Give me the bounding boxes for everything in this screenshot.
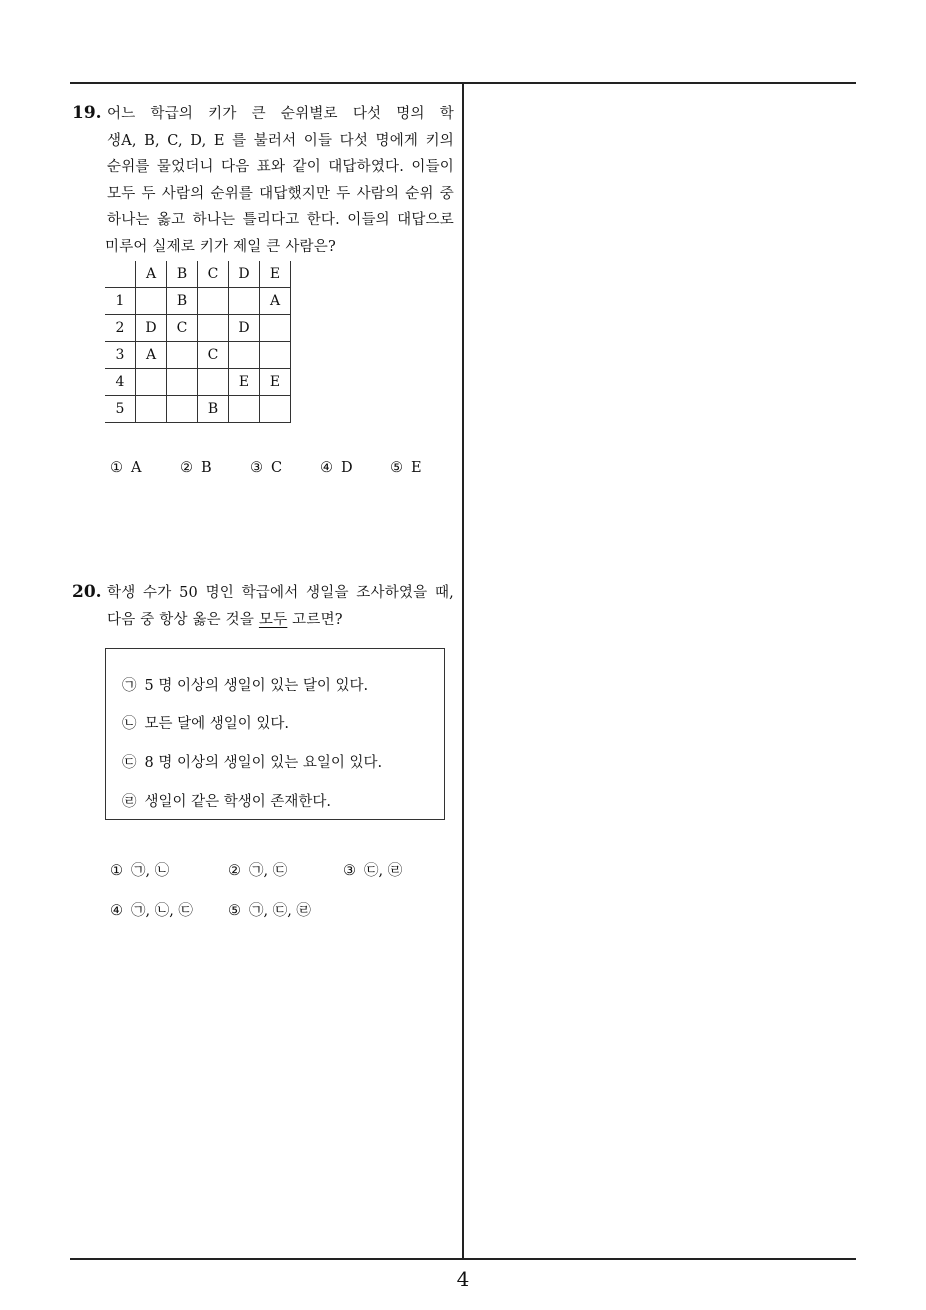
table-row xyxy=(105,288,291,315)
question-20-text xyxy=(107,580,454,633)
table-cell: C xyxy=(198,342,229,369)
question-20-line2-post: 고르면? xyxy=(287,611,343,628)
table-cell: C xyxy=(167,315,198,342)
choice-marker: ② xyxy=(228,863,241,879)
statement-marker: ㉡ xyxy=(122,716,137,732)
table-row xyxy=(105,315,291,342)
column-divider xyxy=(462,82,464,1260)
table-cell xyxy=(229,288,260,315)
choice-label: D xyxy=(341,460,353,476)
question-19-choices xyxy=(110,460,460,476)
choice-marker: ③ xyxy=(250,460,263,476)
table-cell: 5 xyxy=(105,396,136,423)
question-19-line: 생A, B, C, D, E 를 불러서 이들 다섯 명에게 키의 xyxy=(107,132,454,149)
question-19-line: 하나는 옳고 하나는 틀리다고 한다. 이들의 대답으로 xyxy=(107,212,454,228)
table-cell xyxy=(136,369,167,396)
question-19-text xyxy=(107,101,454,260)
choice-label: ㉢, ㉣ xyxy=(364,863,403,879)
choice-marker: ⑤ xyxy=(390,460,403,476)
question-20-number: 20. xyxy=(72,582,102,602)
statement-text: 모든 달에 생일이 있다. xyxy=(144,716,289,732)
table-cell: D xyxy=(229,315,260,342)
choice-label: C xyxy=(271,460,283,476)
table-cell: C xyxy=(198,261,229,288)
choice-label: ㉠, ㉢, ㉣ xyxy=(249,903,311,919)
page-number: 4 xyxy=(456,1267,470,1291)
choice-marker: ① xyxy=(110,863,123,879)
choice-3[interactable] xyxy=(250,460,320,476)
statement-box xyxy=(105,648,445,820)
question-19-line: 어느 학급의 키가 큰 순위별로 다섯 명의 학 xyxy=(107,106,454,122)
table-cell xyxy=(229,396,260,423)
statement-text: 8 명 이상의 생일이 있는 요일이 있다. xyxy=(144,755,383,771)
statement-item xyxy=(122,790,331,811)
table-cell: D xyxy=(136,315,167,342)
question-20-line2-pre: 다음 중 항상 옳은 것을 xyxy=(107,611,259,628)
table-cell xyxy=(167,396,198,423)
choice-5[interactable] xyxy=(390,460,460,476)
choice-2[interactable] xyxy=(228,859,287,880)
choice-label: ㉠, ㉡, ㉢ xyxy=(131,903,193,919)
choice-marker: ④ xyxy=(320,460,333,476)
table-row xyxy=(105,369,291,396)
table-header-row xyxy=(105,261,291,288)
table-cell: D xyxy=(229,261,260,288)
choice-4[interactable] xyxy=(320,460,390,476)
table-cell xyxy=(198,369,229,396)
choice-label: A xyxy=(131,460,142,476)
table-cell xyxy=(198,315,229,342)
table-cell: E xyxy=(260,261,291,288)
table-cell xyxy=(229,342,260,369)
choice-5[interactable] xyxy=(228,899,311,920)
question-19-number: 19. xyxy=(72,103,102,123)
table-cell: E xyxy=(229,369,260,396)
question-20-line: 학생 수가 50 명인 학급에서 생일을 조사하였을 때, xyxy=(107,585,454,601)
choice-marker: ④ xyxy=(110,903,123,919)
statement-marker: ㉠ xyxy=(122,678,137,694)
question-20-line xyxy=(107,607,454,634)
choice-marker: ③ xyxy=(343,863,356,879)
table-cell xyxy=(260,342,291,369)
table-cell xyxy=(136,288,167,315)
table-cell xyxy=(167,369,198,396)
statement-marker: ㉣ xyxy=(122,794,137,810)
choice-label: ㉠, ㉢ xyxy=(249,863,288,879)
choice-marker: ② xyxy=(180,460,193,476)
table-row xyxy=(105,396,291,423)
table-cell: A xyxy=(136,261,167,288)
choice-label: B xyxy=(201,460,212,476)
underlined-emphasis: 모두 xyxy=(258,611,288,628)
choice-4[interactable] xyxy=(110,899,193,920)
table-cell xyxy=(105,261,136,288)
statement-text: 생일이 같은 학생이 존재한다. xyxy=(144,794,332,810)
choice-2[interactable] xyxy=(180,460,250,476)
statement-item xyxy=(122,751,382,772)
choice-1[interactable] xyxy=(110,859,169,880)
question-19-line: 미루어 실제로 키가 제일 큰 사람은? xyxy=(105,238,336,255)
choice-label: E xyxy=(411,460,422,476)
table-cell: E xyxy=(260,369,291,396)
choice-marker: ① xyxy=(110,460,123,476)
table-cell xyxy=(260,396,291,423)
statement-text: 5 명 이상의 생일이 있는 달이 있다. xyxy=(144,678,369,694)
choice-3[interactable] xyxy=(343,859,402,880)
table-cell xyxy=(198,288,229,315)
table-cell: B xyxy=(198,396,229,423)
statement-item xyxy=(122,674,368,695)
answer-table xyxy=(105,261,291,423)
bottom-rule xyxy=(70,1258,856,1260)
table-cell xyxy=(167,342,198,369)
table-cell: A xyxy=(136,342,167,369)
statement-marker: ㉢ xyxy=(122,755,137,771)
table-cell xyxy=(136,396,167,423)
table-row xyxy=(105,342,291,369)
table-cell xyxy=(260,315,291,342)
choice-marker: ⑤ xyxy=(228,903,241,919)
choice-label: ㉠, ㉡ xyxy=(131,863,170,879)
statement-item xyxy=(122,712,289,733)
table-cell: 3 xyxy=(105,342,136,369)
question-19-line: 순위를 물었더니 다음 표와 같이 대답하였다. 이들이 xyxy=(107,159,454,175)
table-cell: 4 xyxy=(105,369,136,396)
table-cell: 1 xyxy=(105,288,136,315)
table-cell: A xyxy=(260,288,291,315)
choice-1[interactable] xyxy=(110,460,180,476)
table-cell: 2 xyxy=(105,315,136,342)
table-cell: B xyxy=(167,261,198,288)
question-19-line: 모두 두 사람의 순위를 대답했지만 두 사람의 순위 중 xyxy=(107,185,454,202)
table-cell: B xyxy=(167,288,198,315)
